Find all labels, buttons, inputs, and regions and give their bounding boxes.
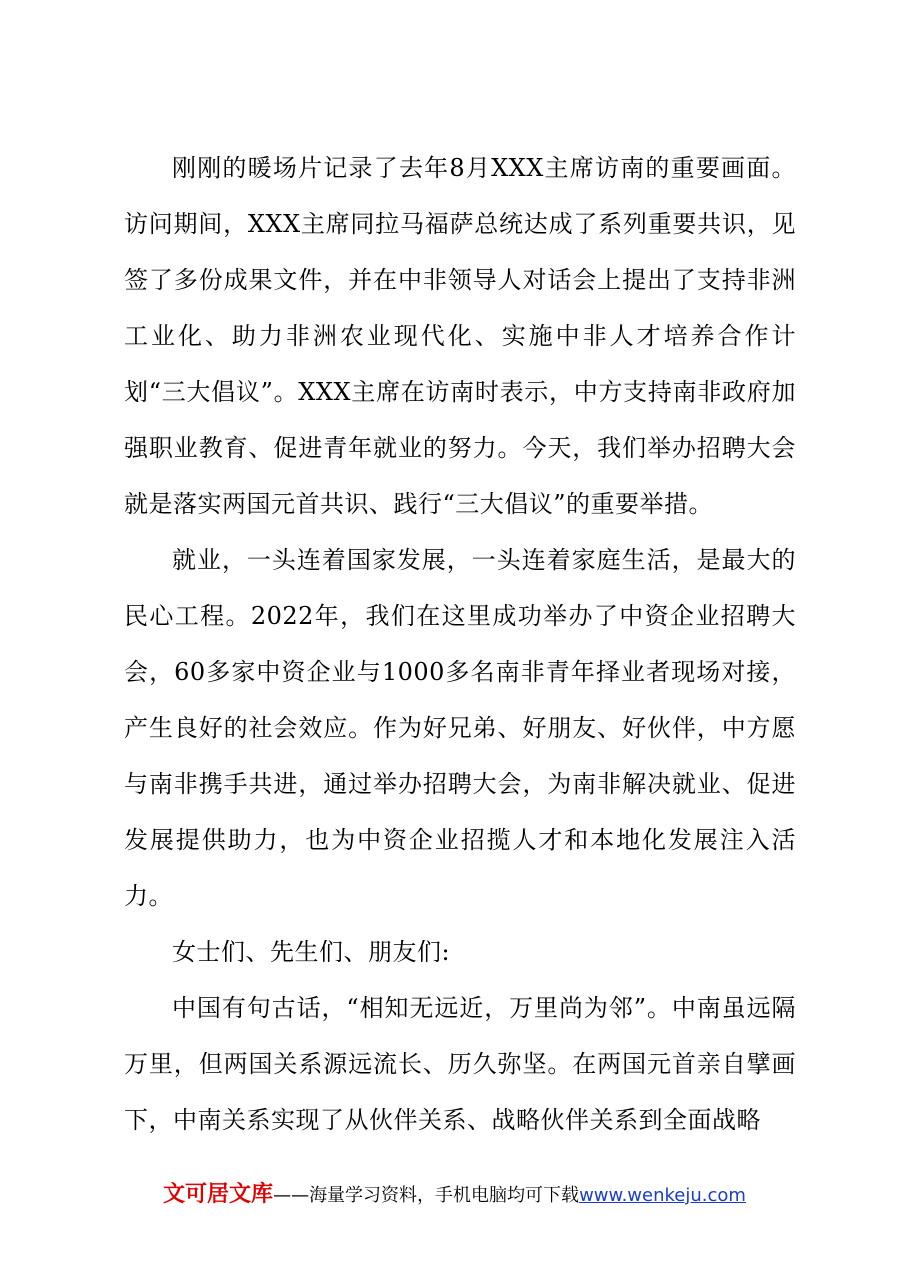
document-body <box>124 140 796 1148</box>
paragraph-4: 中国有句古话，“相知无远近，万里尚为邻”。中南虽远隔万里，但两国关系源远流长、历久弥坚。在两国元首亲自擘画下，中南关系实现了从伙伴关系、战略伙伴关系到全面战略 <box>124 994 796 1134</box>
footer-link[interactable]: www.wenkeju.com <box>579 1185 746 1206</box>
paragraph-1: 刚刚的暖场片记录了去年8月XXX主席访南的重要画面。访问期间，XXX主席同拉马福萨总统达成了系列重要共识，见签了多份成果文件，并在中非领导人对话会上提出了支持非洲工业化、助力非洲农业现代化、实施中非人才培养合作计划“三大倡议”。XXX主席在访南时表示，中方支持南非政府加强职业教育、促进青年就业的努力。今天，我们举办招聘大会就是落实两国元首共识、践行“三大倡议”的重要举措。 <box>124 154 796 518</box>
footer-brand: 文可居文库 <box>163 1182 274 1207</box>
paragraph-3: 女士们、先生们、朋友们: <box>172 938 451 966</box>
footer-tagline: ——海量学习资料，手机电脑均可下载 <box>273 1185 580 1206</box>
footer-banner <box>0 1182 909 1209</box>
paragraph-2: 就业，一头连着国家发展，一头连着家庭生活，是最大的民心工程。2022年，我们在这里成功举办了中资企业招聘大会，60多家中资企业与1000多名南非青年择业者现场对接，产生良好的社会效应。作为好兄弟、好朋友、好伙伴，中方愿与南非携手共进，通过举办招聘大会，为南非解决就业、促进发展提供助力，也为中资企业招揽人才和本地化发展注入活力。 <box>124 546 796 910</box>
